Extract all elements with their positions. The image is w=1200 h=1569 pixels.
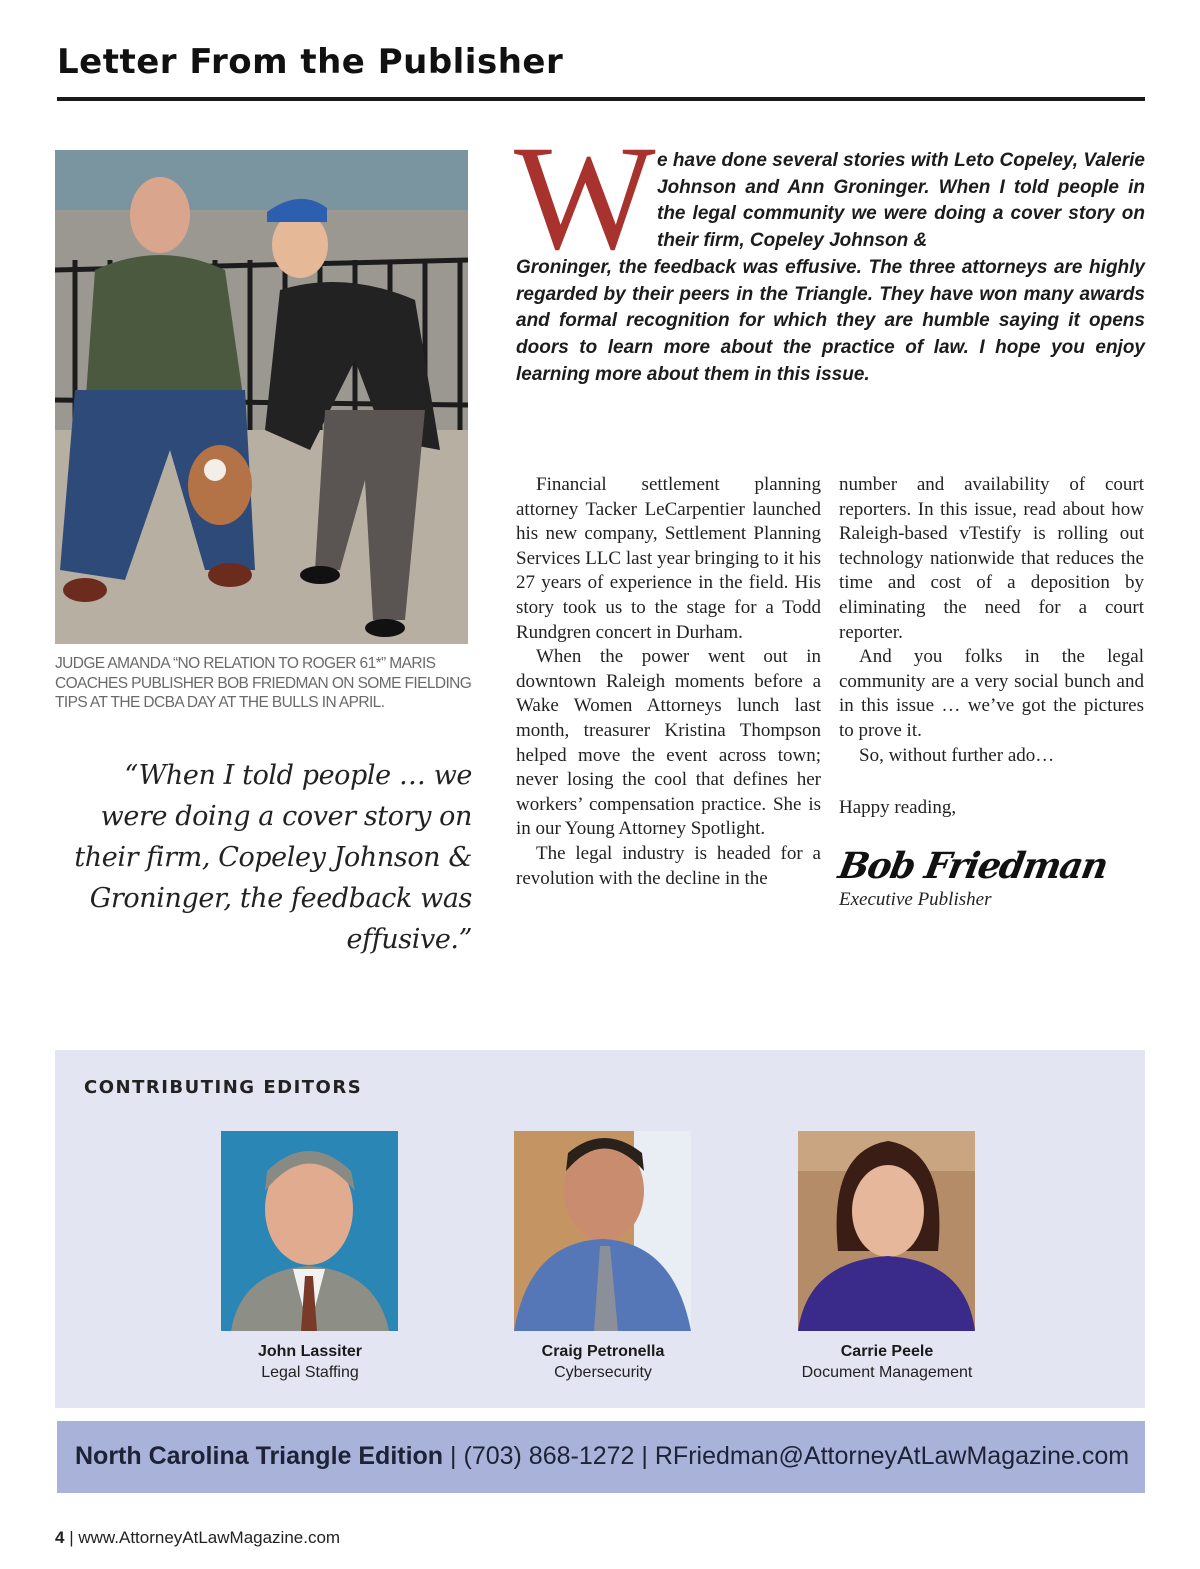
editor-photo-john-lassiter <box>221 1131 398 1331</box>
contact-separator: | <box>641 1442 648 1470</box>
editor-name: Carrie Peele <box>840 1343 934 1360</box>
signature: Bob Friedman <box>835 845 1111 887</box>
contributing-editors-panel <box>55 1050 1145 1408</box>
edition-name: North Carolina Triangle Edition <box>75 1442 444 1470</box>
feature-photo <box>55 150 468 644</box>
body-paragraph: So, without further ado… <box>859 744 1055 766</box>
editor-topic: Document Management <box>801 1364 973 1381</box>
body-paragraph: The legal industry is headed for a revolution with the decline in the <box>516 842 821 889</box>
intro-continuation: Groninger, the feedback was effusive. The three attorneys are highly regarded by their peers in the Triangle. They have won many awards and formal recognition for which they are humble saying it opens doors to learn more about the practice of law. I hope you enjoy learning more about them in this issue. <box>516 257 1145 385</box>
contact-email[interactable]: RFriedman@AttorneyAtLawMagazine.com <box>654 1442 1130 1470</box>
body-paragraph: Financial settlement planning attorney Tacker LeCarpentier launched his new company, Settlement Planning Services LLC last year bringing to it his 27 years of experience in the field. His story took us to the stage for a Todd Rundgren concert in Durham. <box>516 474 821 643</box>
body-paragraph: And you folks in the legal community are a very social bunch and in this issue … we’ve got the pictures to prove it. <box>839 646 1144 741</box>
editor-topic: Cybersecurity <box>554 1364 652 1381</box>
contact-separator: | <box>450 1442 457 1470</box>
title-rule <box>57 97 1145 101</box>
contact-band <box>57 1421 1145 1493</box>
editor-name: Craig Petronella <box>541 1343 665 1360</box>
page-footer <box>55 1528 340 1548</box>
page-title: Letter From the Publisher <box>57 42 564 82</box>
drop-cap: W <box>514 115 656 281</box>
feature-photo-illustration <box>55 150 468 644</box>
editor-topic: Legal Staffing <box>261 1364 359 1381</box>
editor-photo-craig-petronella <box>514 1131 691 1331</box>
website-link[interactable]: www.AttorneyAtLawMagazine.com <box>78 1528 341 1547</box>
intro-lead: e have done several stories with Leto Copeley, Valerie Johnson and Ann Groninger. When I told people in the legal community we were doing a cover story on their firm, Copeley Johnson & <box>657 150 1145 252</box>
footer-separator: | <box>69 1528 74 1547</box>
body-paragraph: When the power went out in downtown Raleigh moments before a Wake Women Attorneys lunch last month, treasurer Kristina Thompson helped move the event across town; never losing the cool that defines her workers’ compensation practice. She is in our Young Attorney Spotlight. <box>516 646 821 840</box>
editor-name: John Lassiter <box>257 1343 363 1360</box>
contact-phone[interactable]: (703) 868-1272 <box>463 1442 635 1470</box>
body-paragraph-continued: number and availability of court reporters. In this issue, read about how Raleigh-based vTestify is rolling out technology nationwide that reduces the time and cost of a deposition by eliminating the need for a court reporter. <box>839 474 1144 643</box>
contact-line <box>75 1442 1129 1471</box>
closing-line: Happy reading, <box>839 797 957 819</box>
pull-quote: “When I told people … we were doing a cover story on their firm, Copeley Johnson & Groninger, the feedback was effusive.” <box>74 760 472 955</box>
page-number: 4 <box>55 1528 65 1547</box>
editors-heading: CONTRIBUTING EDITORS <box>84 1077 363 1098</box>
body-column-right <box>839 473 1144 821</box>
body-column-left <box>516 473 821 891</box>
editor-photo-carrie-peele <box>798 1131 975 1331</box>
photo-caption: JUDGE AMANDA “NO RELATION TO ROGER 61*” MARIS COACHES PUBLISHER BOB FRIEDMAN ON SOME FIELDING TIPS AT THE DCBA DAY AT THE BULLS IN APRIL. <box>55 655 472 711</box>
signature-title: Executive Publisher <box>839 889 992 910</box>
